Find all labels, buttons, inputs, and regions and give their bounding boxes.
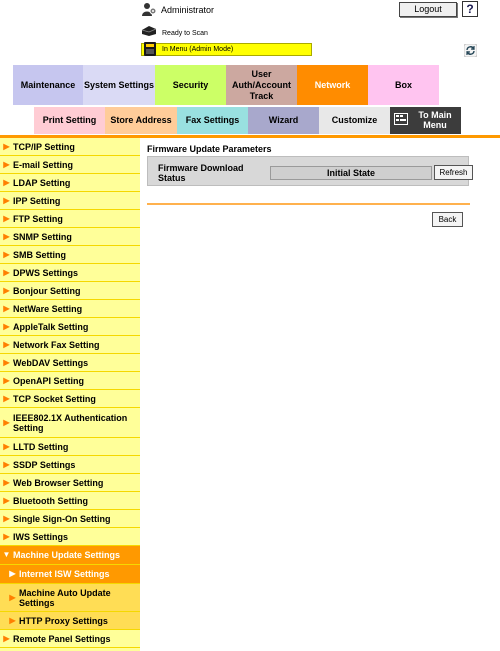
arrow-right-icon: ▶ — [3, 303, 10, 313]
sidebar-item-single-sign-on-setting[interactable]: ▶ Single Sign-On Setting — [0, 510, 140, 528]
arrow-right-icon: ▶ — [9, 615, 16, 625]
arrow-right-icon: ▶ — [3, 267, 10, 277]
arrow-right-icon: ▶ — [3, 231, 10, 241]
tab-system-settings[interactable]: System Settings — [83, 65, 155, 105]
refresh-icon[interactable] — [464, 44, 477, 57]
arrow-right-icon: ▶ — [3, 531, 10, 541]
arrow-down-icon: ▼ — [2, 550, 11, 559]
sidebar-item-internet-isw-settings[interactable]: ▶ Internet ISW Settings — [0, 565, 140, 584]
sidebar-item-appletalk-setting[interactable]: ▶ AppleTalk Setting — [0, 318, 140, 336]
sidebar-item-web-browser-setting[interactable]: ▶ Web Browser Setting — [0, 474, 140, 492]
arrow-right-icon: ▶ — [3, 477, 10, 487]
sidebar-item-bluetooth-setting[interactable]: ▶ Bluetooth Setting — [0, 492, 140, 510]
arrow-right-icon: ▶ — [9, 569, 16, 578]
sidebar-item-ipp-setting[interactable]: ▶ IPP Setting — [0, 192, 140, 210]
to-main-menu-button[interactable] — [390, 107, 461, 134]
logout-button[interactable]: Logout — [399, 2, 457, 17]
sidebar-item-ldap-setting[interactable]: ▶ LDAP Setting — [0, 174, 140, 192]
sidebar-item-ftp-setting[interactable]: ▶ FTP Setting — [0, 210, 140, 228]
sidebar-item-openapi-setting[interactable]: ▶ OpenAPI Setting — [0, 372, 140, 390]
sidebar-item-dpws-settings[interactable]: ▶ DPWS Settings — [0, 264, 140, 282]
sidebar-item-snmp-setting[interactable]: ▶ SNMP Setting — [0, 228, 140, 246]
arrow-right-icon: ▶ — [3, 285, 10, 295]
admin-icon — [142, 2, 157, 17]
tab-wizard[interactable]: Wizard — [248, 107, 319, 134]
tab-customize[interactable]: Customize — [319, 107, 390, 134]
sidebar-item-ieee8021x-setting[interactable]: ▶ IEEE802.1X Authentication Setting — [0, 408, 140, 438]
firmware-download-status-value: Initial State — [270, 166, 432, 180]
sidebar-item-lltd-setting[interactable]: ▶ LLTD Setting — [0, 438, 140, 456]
sidebar-item-machine-auto-update-settings[interactable]: ▶ Machine Auto Update Settings — [0, 584, 140, 612]
section-title: Firmware Update Parameters — [147, 144, 272, 154]
keypad-icon — [394, 113, 408, 125]
to-main-menu-label: To Main Menu — [418, 110, 452, 130]
arrow-right-icon: ▶ — [3, 249, 10, 259]
tab-box[interactable]: Box — [368, 65, 439, 105]
arrow-right-icon: ▶ — [3, 213, 10, 223]
arrow-right-icon: ▶ — [3, 495, 10, 505]
admin-name: Administrator — [161, 5, 215, 15]
arrow-right-icon: ▶ — [3, 441, 10, 451]
sidebar-item-machine-update-settings[interactable]: ▼ Machine Update Settings — [0, 546, 140, 565]
content-divider — [147, 203, 470, 205]
arrow-right-icon: ▶ — [3, 375, 10, 385]
help-icon[interactable]: ? — [462, 1, 478, 17]
refresh-button[interactable]: Refresh — [434, 165, 473, 180]
tab-user-auth-account-track[interactable]: User Auth/Account Track — [226, 65, 297, 105]
tab-maintenance[interactable]: Maintenance — [13, 65, 83, 105]
sidebar-item-tcp-socket-setting[interactable]: ▶ TCP Socket Setting — [0, 390, 140, 408]
firmware-download-status-label: Firmware Download Status — [158, 163, 244, 183]
arrow-right-icon: ▶ — [3, 357, 10, 367]
tab-fax-settings[interactable]: Fax Settings — [177, 107, 248, 134]
tab-network[interactable]: Network — [297, 65, 368, 105]
arrow-right-icon: ▶ — [3, 195, 10, 205]
sidebar-item-netware-setting[interactable]: ▶ NetWare Setting — [0, 300, 140, 318]
tab-store-address[interactable]: Store Address — [105, 107, 177, 134]
sidebar-item-network-fax-setting[interactable]: ▶ Network Fax Setting — [0, 336, 140, 354]
tab-print-setting[interactable]: Print Setting — [34, 107, 105, 134]
sidebar-item-http-proxy-settings[interactable]: ▶ HTTP Proxy Settings — [0, 612, 140, 630]
param-table — [147, 156, 469, 186]
arrow-right-icon: ▶ — [3, 159, 10, 169]
arrow-right-icon: ▶ — [9, 592, 16, 602]
scanner-icon — [141, 25, 157, 37]
arrow-right-icon: ▶ — [3, 459, 10, 469]
arrow-right-icon: ▶ — [3, 633, 10, 643]
back-button[interactable]: Back — [432, 212, 463, 227]
sidebar-item-remote-panel-settings[interactable]: ▶ Remote Panel Settings — [0, 630, 140, 648]
tab-security[interactable]: Security — [155, 65, 226, 105]
sidebar-item-tcpip-setting[interactable]: ▶ TCP/IP Setting — [0, 138, 140, 156]
status-text: Ready to Scan — [162, 30, 208, 37]
mode-text: In Menu (Admin Mode) — [162, 46, 234, 53]
sidebar-item-bonjour-setting[interactable]: ▶ Bonjour Setting — [0, 282, 140, 300]
arrow-right-icon: ▶ — [3, 417, 10, 427]
sidebar-item-smb-setting[interactable]: ▶ SMB Setting — [0, 246, 140, 264]
machine-icon — [142, 41, 158, 57]
arrow-right-icon: ▶ — [3, 513, 10, 523]
arrow-right-icon: ▶ — [3, 177, 10, 187]
arrow-right-icon: ▶ — [3, 141, 10, 151]
sidebar-item-webdav-settings[interactable]: ▶ WebDAV Settings — [0, 354, 140, 372]
sidebar — [0, 138, 140, 651]
sidebar-item-email-setting[interactable]: ▶ E-mail Setting — [0, 156, 140, 174]
arrow-right-icon: ▶ — [3, 393, 10, 403]
arrow-right-icon: ▶ — [3, 321, 10, 331]
arrow-right-icon: ▶ — [3, 339, 10, 349]
sidebar-item-iws-settings[interactable]: ▶ IWS Settings — [0, 528, 140, 546]
sidebar-item-ssdp-settings[interactable]: ▶ SSDP Settings — [0, 456, 140, 474]
